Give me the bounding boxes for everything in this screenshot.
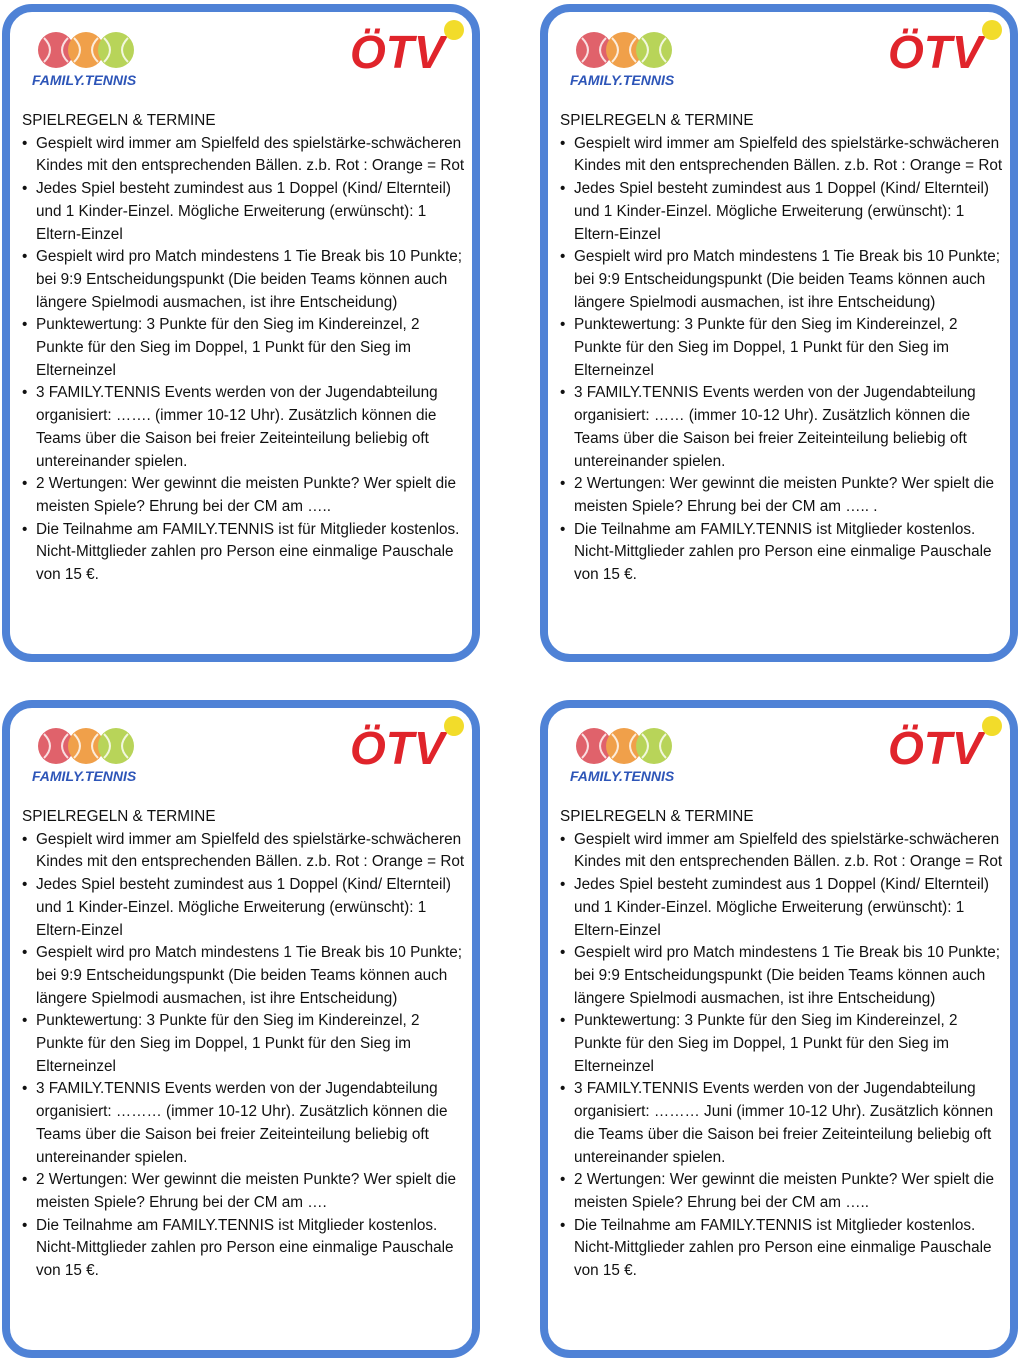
green-ball-icon (636, 32, 672, 68)
rules-heading: SPIELREGELN & TERMINE (22, 112, 216, 129)
otv-wordmark: ÖTV (888, 722, 983, 770)
rule-item: • 3 FAMILY.TENNIS Events werden von der Jugendabteilung organisiert: ……… (immer 10-12 Uhr). Zusätzlich können die Teams über die Saison bei freier Zeiteinteilung beliebig oft untereinander spielen. (22, 1078, 466, 1169)
rule-item: • Die Teilnahme am FAMILY.TENNIS ist für Mitglieder kostenlos. Nicht-Mittglieder zahlen pro Person eine einmalige Pauschale von 15 €. (22, 519, 466, 587)
tennis-ball-icon (444, 716, 464, 736)
family-tennis-logo (568, 724, 700, 786)
rules-text (560, 110, 1004, 587)
green-ball-icon (636, 728, 672, 764)
rules-card (2, 700, 480, 1358)
family-tennis-logo (30, 28, 162, 90)
family-tennis-wordmark: FAMILY.TENNIS (570, 768, 675, 784)
otv-wordmark: ÖTV (350, 26, 445, 74)
rule-item: • Gespielt wird immer am Spielfeld des spielstärke-schwächeren Kindes mit den entsprechenden Bällen. z.b. Rot : Orange = Rot (560, 133, 1004, 178)
otv-logo (886, 18, 1006, 74)
rule-item: • Punktewertung: 3 Punkte für den Sieg im Kindereinzel, 2 Punkte für den Sieg im Doppel, 1 Punkt für den Sieg im Elterneinzel (560, 314, 1004, 382)
rule-item: • Jedes Spiel besteht zumindest aus 1 Doppel (Kind/ Elternteil) und 1 Kinder-Einzel. Mögliche Erweiterung (erwünscht): 1 Eltern-Einzel (22, 178, 466, 246)
rules-heading: SPIELREGELN & TERMINE (22, 808, 216, 825)
rule-item: • Jedes Spiel besteht zumindest aus 1 Doppel (Kind/ Elternteil) und 1 Kinder-Einzel. Mögliche Erweiterung (erwünscht): 1 Eltern-Einzel (560, 874, 1004, 942)
rules-list (560, 829, 1004, 1283)
rule-item: • 3 FAMILY.TENNIS Events werden von der Jugendabteilung organisiert: ……… Juni (immer 10-12 Uhr). Zusätzlich können die Teams über die Saison bei freier Zeiteinteilung beliebig oft untereinander spielen. (560, 1078, 1004, 1169)
rule-item: • 3 FAMILY.TENNIS Events werden von der Jugendabteilung organisiert: ……. (immer 10-12 Uhr). Zusätzlich können die Teams über die Saison bei freier Zeiteinteilung beliebig oft untereinander spielen. (22, 382, 466, 473)
green-ball-icon (98, 728, 134, 764)
rule-item: • Gespielt wird immer am Spielfeld des spielstärke-schwächeren Kindes mit den entsprechenden Bällen. z.b. Rot : Orange = Rot (560, 829, 1004, 874)
rule-item: • Die Teilnahme am FAMILY.TENNIS ist Mitglieder kostenlos. Nicht-Mittglieder zahlen pro Person eine einmalige Pauschale von 15 €. (560, 1215, 1004, 1283)
rule-item: • Gespielt wird pro Match mindestens 1 Tie Break bis 10 Punkte; bei 9:9 Entscheidungspunkt (Die beiden Teams können auch längere Spielmodi ausmachen, ist ihre Entscheidung) (560, 942, 1004, 1010)
family-tennis-logo (30, 724, 162, 786)
rule-item: • Die Teilnahme am FAMILY.TENNIS ist Mitglieder kostenlos. Nicht-Mittglieder zahlen pro Person eine einmalige Pauschale von 15 €. (22, 1215, 466, 1283)
family-tennis-wordmark: FAMILY.TENNIS (570, 72, 675, 88)
rule-item: • Jedes Spiel besteht zumindest aus 1 Doppel (Kind/ Elternteil) und 1 Kinder-Einzel. Mögliche Erweiterung (erwünscht): 1 Eltern-Einzel (22, 874, 466, 942)
rule-item: • Gespielt wird pro Match mindestens 1 Tie Break bis 10 Punkte; bei 9:9 Entscheidungspunkt (Die beiden Teams können auch längere Spielmodi ausmachen, ist ihre Entscheidung) (22, 246, 466, 314)
rule-item: • Punktewertung: 3 Punkte für den Sieg im Kindereinzel, 2 Punkte für den Sieg im Doppel, 1 Punkt für den Sieg im Elterneinzel (22, 1010, 466, 1078)
rule-item: • Punktewertung: 3 Punkte für den Sieg im Kindereinzel, 2 Punkte für den Sieg im Doppel, 1 Punkt für den Sieg im Elterneinzel (22, 314, 466, 382)
rule-item: • Jedes Spiel besteht zumindest aus 1 Doppel (Kind/ Elternteil) und 1 Kinder-Einzel. Mögliche Erweiterung (erwünscht): 1 Eltern-Einzel (560, 178, 1004, 246)
rules-card (2, 4, 480, 662)
family-tennis-wordmark: FAMILY.TENNIS (32, 72, 137, 88)
rule-item: • Punktewertung: 3 Punkte für den Sieg im Kindereinzel, 2 Punkte für den Sieg im Doppel, 1 Punkt für den Sieg im Elterneinzel (560, 1010, 1004, 1078)
rule-item: • Gespielt wird immer am Spielfeld des spielstärke-schwächeren Kindes mit den entsprechenden Bällen. z.b. Rot : Orange = Rot (22, 829, 466, 874)
rules-text (22, 110, 466, 587)
tennis-ball-icon (982, 716, 1002, 736)
rule-item: • 2 Wertungen: Wer gewinnt die meisten Punkte? Wer spielt die meisten Spiele? Ehrung bei der CM am ….. (560, 1169, 1004, 1214)
green-ball-icon (98, 32, 134, 68)
rules-list (22, 829, 466, 1283)
tennis-ball-icon (444, 20, 464, 40)
family-tennis-logo (568, 28, 700, 90)
rules-text (560, 806, 1004, 1283)
rules-card (540, 700, 1018, 1358)
rule-item: • 2 Wertungen: Wer gewinnt die meisten Punkte? Wer spielt die meisten Spiele? Ehrung bei der CM am ….. (22, 473, 466, 518)
rules-list (560, 133, 1004, 587)
otv-wordmark: ÖTV (888, 26, 983, 74)
tennis-ball-icon (982, 20, 1002, 40)
family-tennis-wordmark: FAMILY.TENNIS (32, 768, 137, 784)
otv-wordmark: ÖTV (350, 722, 445, 770)
rules-heading: SPIELREGELN & TERMINE (560, 112, 754, 129)
rule-item: • 3 FAMILY.TENNIS Events werden von der Jugendabteilung organisiert: …… (immer 10-12 Uhr). Zusätzlich können die Teams über die Saison bei freier Zeiteinteilung beliebig oft untereinander spielen. (560, 382, 1004, 473)
rules-text (22, 806, 466, 1283)
rule-item: • Die Teilnahme am FAMILY.TENNIS ist Mitglieder kostenlos. Nicht-Mittglieder zahlen pro Person eine einmalige Pauschale von 15 €. (560, 519, 1004, 587)
otv-logo (348, 18, 468, 74)
otv-logo (348, 714, 468, 770)
rule-item: • Gespielt wird pro Match mindestens 1 Tie Break bis 10 Punkte; bei 9:9 Entscheidungspunkt (Die beiden Teams können auch längere Spielmodi ausmachen, ist ihre Entscheidung) (560, 246, 1004, 314)
rules-list (22, 133, 466, 587)
rule-item: • Gespielt wird immer am Spielfeld des spielstärke-schwächeren Kindes mit den entsprechenden Bällen. z.b. Rot : Orange = Rot (22, 133, 466, 178)
rule-item: • 2 Wertungen: Wer gewinnt die meisten Punkte? Wer spielt die meisten Spiele? Ehrung bei der CM am ….. . (560, 473, 1004, 518)
rule-item: • 2 Wertungen: Wer gewinnt die meisten Punkte? Wer spielt die meisten Spiele? Ehrung bei der CM am …. (22, 1169, 466, 1214)
rules-card (540, 4, 1018, 662)
rule-item: • Gespielt wird pro Match mindestens 1 Tie Break bis 10 Punkte; bei 9:9 Entscheidungspunkt (Die beiden Teams können auch längere Spielmodi ausmachen, ist ihre Entscheidung) (22, 942, 466, 1010)
otv-logo (886, 714, 1006, 770)
rules-heading: SPIELREGELN & TERMINE (560, 808, 754, 825)
